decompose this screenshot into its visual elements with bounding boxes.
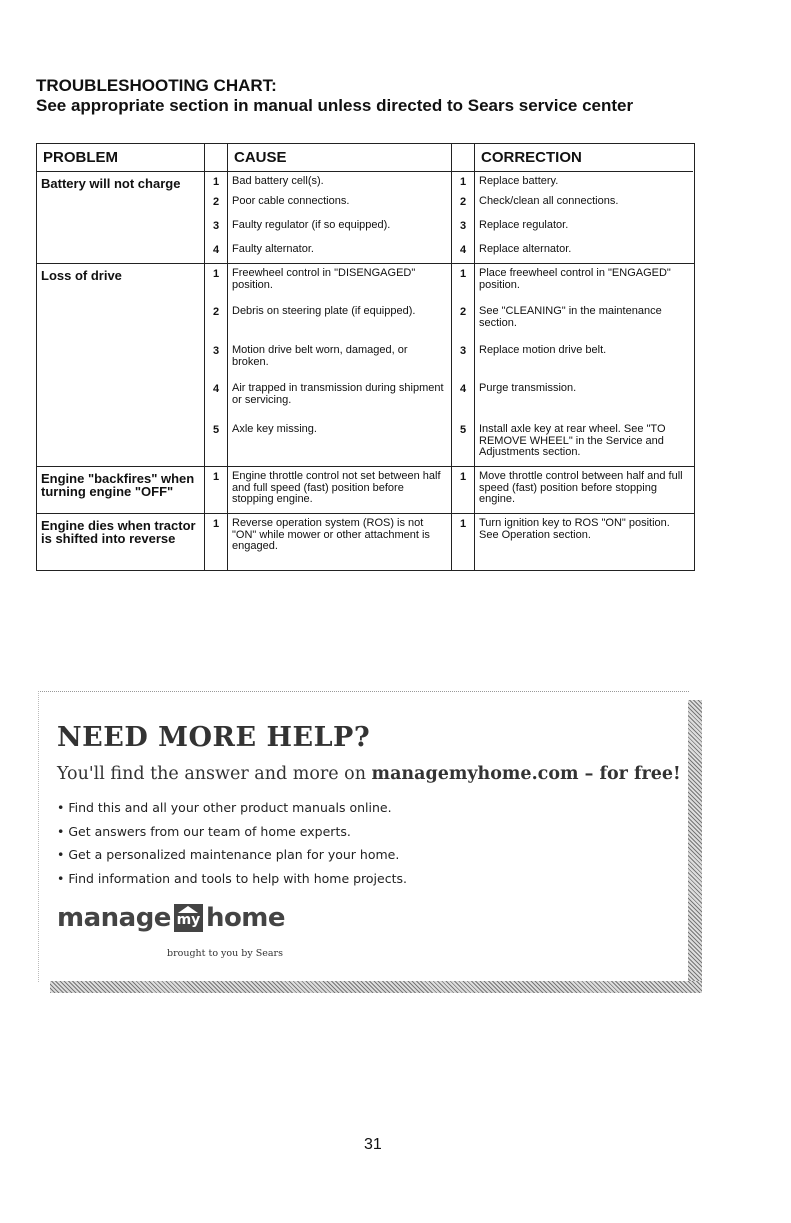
correction-number: 1 <box>459 176 467 188</box>
correction-number: 1 <box>459 268 467 280</box>
table-row-engine-dies <box>37 514 694 570</box>
help-subtitle-text: You'll find the answer and more on <box>57 764 372 784</box>
table-header-row <box>37 144 694 172</box>
correction-text: Move throttle control between half and full speed (fast) position before stopping engine. <box>479 470 683 505</box>
correction-text: Place freewheel control in "ENGAGED" position. <box>479 267 671 291</box>
troubleshooting-table <box>36 143 695 571</box>
page-number: 31 <box>364 1136 382 1153</box>
cause-number: 5 <box>212 424 220 436</box>
list-item: • Get a personalized maintenance plan for your home. <box>57 847 400 862</box>
help-subtitle-free: – for free! <box>578 764 681 784</box>
header-correction: CORRECTION <box>474 144 693 172</box>
cause-number: 2 <box>212 306 220 318</box>
list-item: • Find this and all your other product manuals online. <box>57 800 392 815</box>
help-website-link[interactable]: managemyhome.com <box>371 764 579 784</box>
logo-word-home: home <box>205 903 286 933</box>
correction-text: Purge transmission. <box>479 382 577 394</box>
cause-cell <box>227 467 451 513</box>
correction-number-cell <box>451 467 474 513</box>
correction-text: Check/clean all connections. <box>479 195 619 207</box>
correction-text: Replace motion drive belt. <box>479 344 607 356</box>
header-problem: PROBLEM <box>37 144 204 172</box>
correction-number: 2 <box>459 196 467 208</box>
problem-cell: Engine "backfires" when turning engine "OFF" <box>41 471 195 499</box>
cause-cell <box>227 264 451 466</box>
help-subtitle <box>57 764 681 784</box>
cause-text: Poor cable connections. <box>232 195 350 207</box>
cause-cell <box>227 172 451 263</box>
cause-number-cell <box>204 172 227 263</box>
logo-word-manage: manage <box>57 903 171 933</box>
logo-tagline: brought to you by Sears <box>167 948 283 959</box>
correction-number: 4 <box>459 383 467 395</box>
correction-text: Replace regulator. <box>479 219 569 231</box>
cause-text: Air trapped in transmission during shipment or servicing. <box>232 382 444 406</box>
cause-text: Freewheel control in "DISENGAGED" position. <box>232 267 416 291</box>
header-cause: CAUSE <box>227 144 451 172</box>
correction-text: See "CLEANING" in the maintenance section. <box>479 305 662 329</box>
cause-number: 4 <box>212 244 220 256</box>
header-num-cause <box>204 144 227 172</box>
cause-number: 4 <box>212 383 220 395</box>
correction-number: 4 <box>459 244 467 256</box>
cause-number: 3 <box>212 345 220 357</box>
cause-number: 3 <box>212 220 220 232</box>
cause-text: Engine throttle control not set between half and full speed (fast) position before stopping engine. <box>232 470 441 505</box>
correction-cell <box>474 264 693 466</box>
correction-number: 1 <box>459 518 467 530</box>
cause-cell <box>227 514 451 570</box>
correction-number: 2 <box>459 306 467 318</box>
correction-number-cell <box>451 264 474 466</box>
cause-text: Reverse operation system (ROS) is not "ON" while mower or other attachment is engaged. <box>232 517 430 552</box>
table-row-backfires <box>37 467 694 514</box>
cause-number-cell <box>204 514 227 570</box>
cause-number: 1 <box>212 471 220 483</box>
correction-number-cell <box>451 514 474 570</box>
list-item: • Get answers from our team of home experts. <box>57 823 351 839</box>
cause-text: Axle key missing. <box>232 423 317 435</box>
correction-text: Turn ignition key to ROS "ON" position. See Operation section. <box>479 517 670 541</box>
cause-text: Faulty regulator (if so equipped). <box>232 219 391 231</box>
correction-cell <box>474 172 693 263</box>
managemyhome-logo <box>57 900 285 936</box>
need-more-help-box <box>38 691 689 982</box>
correction-text: Replace alternator. <box>479 243 572 255</box>
troubleshooting-heading <box>36 76 633 116</box>
logo-badge-text: my <box>176 912 201 928</box>
problem-cell: Engine dies when tractor is shifted into reverse <box>41 518 196 546</box>
correction-number-cell <box>451 172 474 263</box>
help-title: NEED MORE HELP? <box>57 722 371 753</box>
correction-number: 3 <box>459 345 467 357</box>
cause-number: 1 <box>212 518 220 530</box>
cause-text: Debris on steering plate (if equipped). <box>232 305 416 317</box>
correction-text: Install axle key at rear wheel. See "TO REMOVE WHEEL" in the Service and Adjustments section. <box>479 423 666 458</box>
cause-number-cell <box>204 467 227 513</box>
heading-title: TROUBLESHOOTING CHART: <box>36 76 277 95</box>
cause-text: Faulty alternator. <box>232 243 314 255</box>
cause-number: 1 <box>212 268 220 280</box>
correction-number: 1 <box>459 471 467 483</box>
list-item: • Find information and tools to help with home projects. <box>57 870 407 886</box>
correction-text: Replace battery. <box>479 175 559 187</box>
heading-subtitle: See appropriate section in manual unless directed to Sears service center <box>36 96 634 115</box>
cause-text: Bad battery cell(s). <box>232 175 324 187</box>
header-num-correction <box>451 144 474 172</box>
cause-number-cell <box>204 264 227 466</box>
cause-number: 1 <box>212 176 220 188</box>
cause-text: Motion drive belt worn, damaged, or broken. <box>232 344 408 368</box>
help-box-shadow <box>50 981 702 993</box>
cause-number: 2 <box>212 196 220 208</box>
table-row-battery <box>37 172 694 264</box>
table-row-loss-of-drive <box>37 264 694 467</box>
correction-cell <box>474 467 693 513</box>
correction-number: 3 <box>459 220 467 232</box>
house-icon <box>174 904 203 932</box>
help-box-shadow <box>688 700 702 992</box>
correction-cell <box>474 514 693 570</box>
problem-cell: Battery will not charge <box>41 176 181 191</box>
problem-cell: Loss of drive <box>41 268 122 283</box>
correction-number: 5 <box>459 424 467 436</box>
help-bullet-list <box>57 796 407 890</box>
